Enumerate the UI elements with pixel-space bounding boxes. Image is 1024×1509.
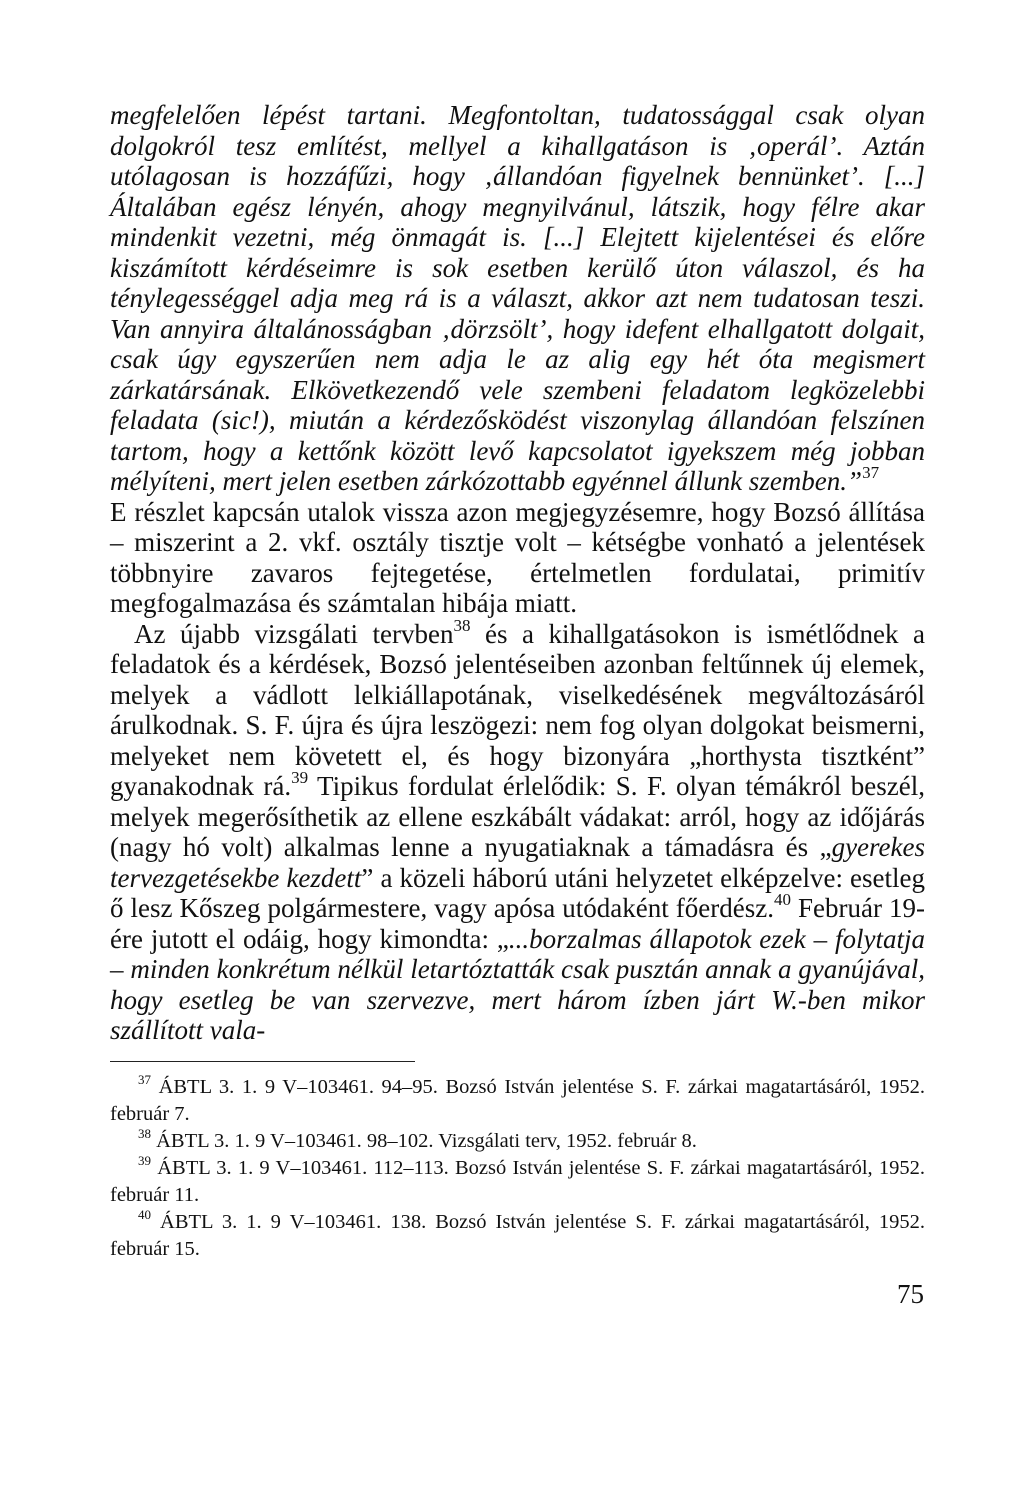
footnote-text: ÁBTL 3. 1. 9 V–103461. 98–102. Vizsgálati terv, 1952. február 8. — [156, 1130, 697, 1152]
analysis-paragraph — [110, 615, 926, 1046]
footnotes — [110, 1074, 925, 1263]
analysis-text-e: Február 19-ére jutott el odáig, hogy kimondta: „ — [110, 893, 925, 954]
analysis-italic-quote-1: gyerekes tervezgetésekbe kezdett — [110, 832, 925, 893]
quoted-report-paragraph — [110, 100, 925, 497]
footnote-text: ÁBTL 3. 1. 9 V–103461. 112–113. Bozsó István jelentése S. F. zárkai magatartásáról, 1952. február 11. — [110, 1157, 926, 1206]
footnote-37 — [110, 1074, 925, 1128]
analysis-text-d: ” a közeli háború utáni helyzetet elképzelve: esetleg ő lesz Kőszeg polgármestere, vagy apósa utódaként főerdész. — [110, 862, 926, 923]
footnote-40 — [110, 1209, 925, 1263]
footnote-ref-37: 37 — [862, 463, 880, 482]
footnote-ref-40: 40 — [773, 890, 791, 909]
analysis-italic-quote-2: ...borzalmas állapotok ezek – folytatja – minden konkrétum nélkül letartóztatták csak pusztán annak a gyanújával, hogy esetleg be van szervezve, mert három ízben járt W.-ben mikor szállított vala- — [110, 923, 925, 1045]
footnote-text: ÁBTL 3. 1. 9 V–103461. 138. Bozsó István jelentése S. F. zárkai magatartásáról, 1952. február 15. — [110, 1211, 925, 1260]
footnote-ref-39: 39 — [291, 768, 309, 787]
footnote-text: ÁBTL 3. 1. 9 V–103461. 94–95. Bozsó István jelentése S. F. zárkai magatartásáról, 1952. február 7. — [110, 1076, 925, 1125]
analysis-text-b: és a kihallgatásokon is ismétlődnek a feladatok és a kérdések, Bozsó jelentéseiben azonban feltűnnek új elemek, melyek a vádlott lelkiállapotának, viselkedésének megváltozásáról árulkodnak. S. F. újra és újra leszögezi: nem fog olyan dolgokat beismerni, melyeket nem követett el, és hogy bizonyára „horthysta tisztként” gyanakodnak rá. — [110, 618, 925, 801]
footnote-39 — [110, 1155, 925, 1209]
footnote-ref-38: 38 — [453, 615, 471, 635]
footnote-number: 39 — [138, 1153, 151, 1169]
commentary-text: E részlet kapcsán utalok vissza azon megjegyzésemre, hogy Bozsó állítása – miszerint a 2. vkf. osztály tisztje volt – kétségbe vonható a jelentések többnyire zavaros fejtegetése, értelmetlen fordulatai, primitív megfogalmazása és számtalan hibája miatt. — [110, 496, 925, 618]
footnote-number: 37 — [138, 1072, 151, 1088]
footnote-separator — [110, 1061, 415, 1062]
analysis-text-a: Az újabb vizsgálati tervben — [134, 618, 454, 649]
footnote-number: 38 — [138, 1126, 151, 1142]
footnote-38 — [110, 1128, 925, 1155]
page-number: 75 — [897, 1279, 924, 1309]
analysis-text-c: Tipikus fordulat érlelődik: S. F. olyan témákról beszél, melyek megerősíthetik az ellene eszkábált vádakat: arról, hogy az időjárás (nagy hó volt) alkalmas lenne a nyugatiaknak a támadásra és „ — [110, 771, 925, 862]
commentary-paragraph — [110, 497, 925, 619]
main-text — [110, 100, 925, 1046]
quote-text: megfelelően lépést tartani. Megfontoltan, tudatossággal csak olyan dolgokról tesz említést, mellyel a kihallgatáson is ‚operál’. Aztán utólagosan is hozzáfűzi, hogy ‚állandóan figyelnek bennünket’. [...] Általában egész lényén, ahogy megnyilvánul, látszik, hogy félre akar mindenkit vezetni, még önmagát is. [...] Elejtett kijelentései és előre kiszámított kérdéseimre is sok esetben kerülő úton válaszol, és ha ténylegességgel adja meg rá is a választ, akkor azt nem tudatosan teszi. Van annyira általánosságban ‚dörzsölt’, hogy idefent elhallgatott dolgait, csak úgy egyszerűen nem adja le az alig egy hét óta megismert zárkatársának. Elkövetkezendő vele szembeni feladatom legközelebbi feladata (sic!), miután a kérdezősködést viszonylag állandóan felszínen tartom, hogy a kettőnk között levő kapcsolatot igyekszem még jobban mélyíteni, mert jelen esetben zárkózottabb egyénnel állunk szemben.” — [110, 100, 925, 496]
footnote-number: 40 — [138, 1207, 151, 1223]
